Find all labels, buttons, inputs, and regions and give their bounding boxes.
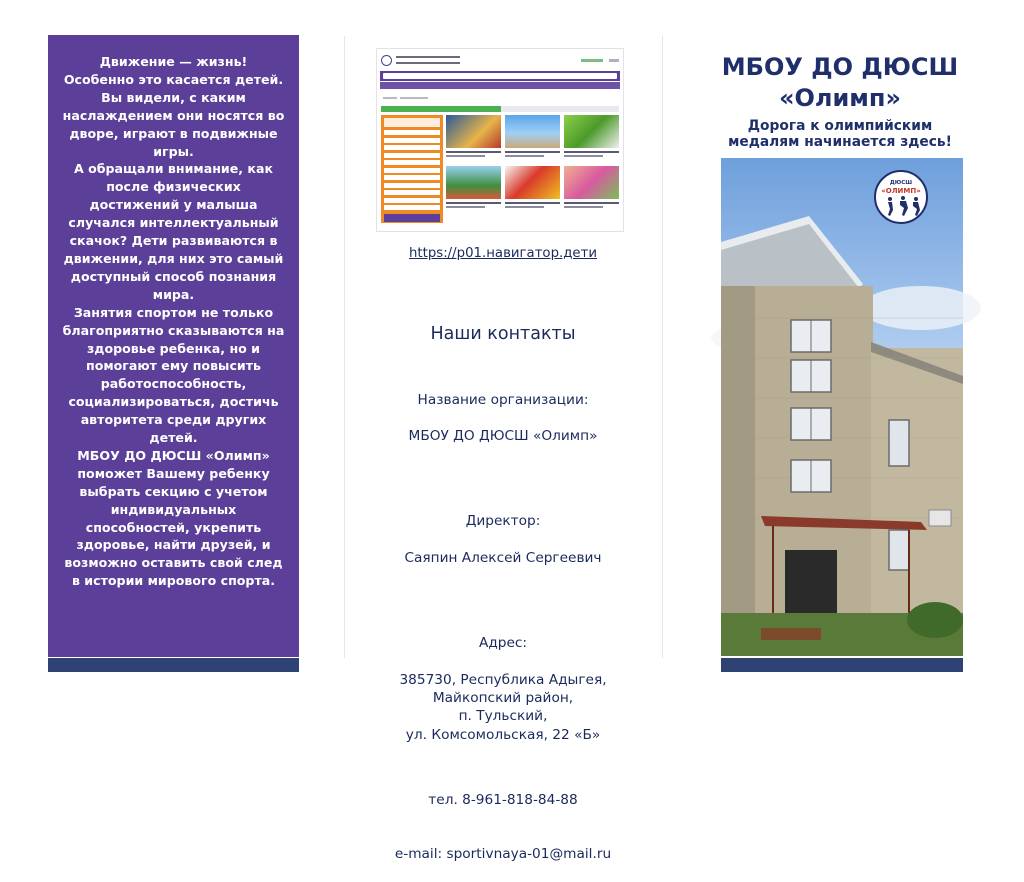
site-program-card [446,115,501,160]
site-filter-panel [381,115,443,223]
site-tabs [381,106,619,112]
logo-name: «ОЛИМП» [881,187,921,195]
site-search-field [383,73,617,79]
site-header [377,49,623,71]
director-label: Директор: [465,513,541,530]
left-panel [48,35,299,657]
site-program-card [505,166,560,211]
slogan: Дорога к олимпийским медалям начинается здесь! [728,118,952,150]
site-program-card [564,166,619,211]
logo-small-text: ДЮСШ [889,180,913,186]
site-program-card [505,115,560,160]
director-name: Саяпин Алексей Сергеевич [404,549,602,566]
contacts-heading: Наши контакты [430,324,576,344]
address-value: 385730, Республика Адыгея, Майкопский район, п. Тульский, ул. Комсомольская, 22 «Б» [399,671,607,743]
site-tab-active [381,106,501,112]
director [344,494,662,585]
site-logo-icon [381,55,392,66]
site-find-button [384,214,440,222]
left-footer-bar [48,658,299,672]
right-footer-bar [721,658,963,672]
email-address[interactable]: e-mail: sportivnaya-01@mail.ru [394,846,612,863]
site-search-bar [380,71,620,81]
site-menu [380,82,620,89]
site-header-links [581,59,619,62]
school-title: МБОУ ДО ДЮСШ «Олимп» [721,53,959,112]
building-illustration [721,158,963,656]
site-tab-inactive [501,106,619,112]
organization-label: Название организации: [417,391,589,408]
navigator-site-screenshot [376,48,624,232]
fold-line-right [662,36,663,658]
left-panel-text: Движение — жизнь! Особенно это касается детей. Вы видели, с каким наслаждением они носятся во дворе, играют в подвижные игры. А обращали внимание, как после физических достижений у малыша случался интеллектуальный скачок? Дети развиваются в движении, для них это самый доступный способ познания мира. Занятия спортом не только благоприятно сказываются на здоровье ребенка, но и помогают ему повысить работоспособность, социализироваться, достичь авторитета среди других детей. МБОУ ДО ДЮСШ «Олимп» поможет Вашему ребенку выбрать секцию с учетом индивидуальных способностей, укрепить здоровье, найти друзей, и возможно оставить свой след в истории мирового спорта. [62,54,285,589]
phone-number: тел. 8-961-818-84-88 [428,791,578,808]
site-program-card [564,115,619,160]
school-building-photo [721,158,963,656]
olimp-logo [874,170,928,224]
site-program-grid [446,115,619,223]
organization-name: МБОУ ДО ДЮСШ «Олимп» [408,428,598,445]
address-label: Адрес: [478,635,528,652]
organization [344,372,662,463]
contacts-block [344,354,662,882]
athletes-icon [876,172,930,226]
site-org-name [396,56,460,64]
navigator-link[interactable]: https://p01.навигатор.дети [408,246,597,261]
site-program-card [446,166,501,211]
site-body [381,115,619,223]
site-breadcrumb [383,94,617,102]
address [344,616,662,762]
